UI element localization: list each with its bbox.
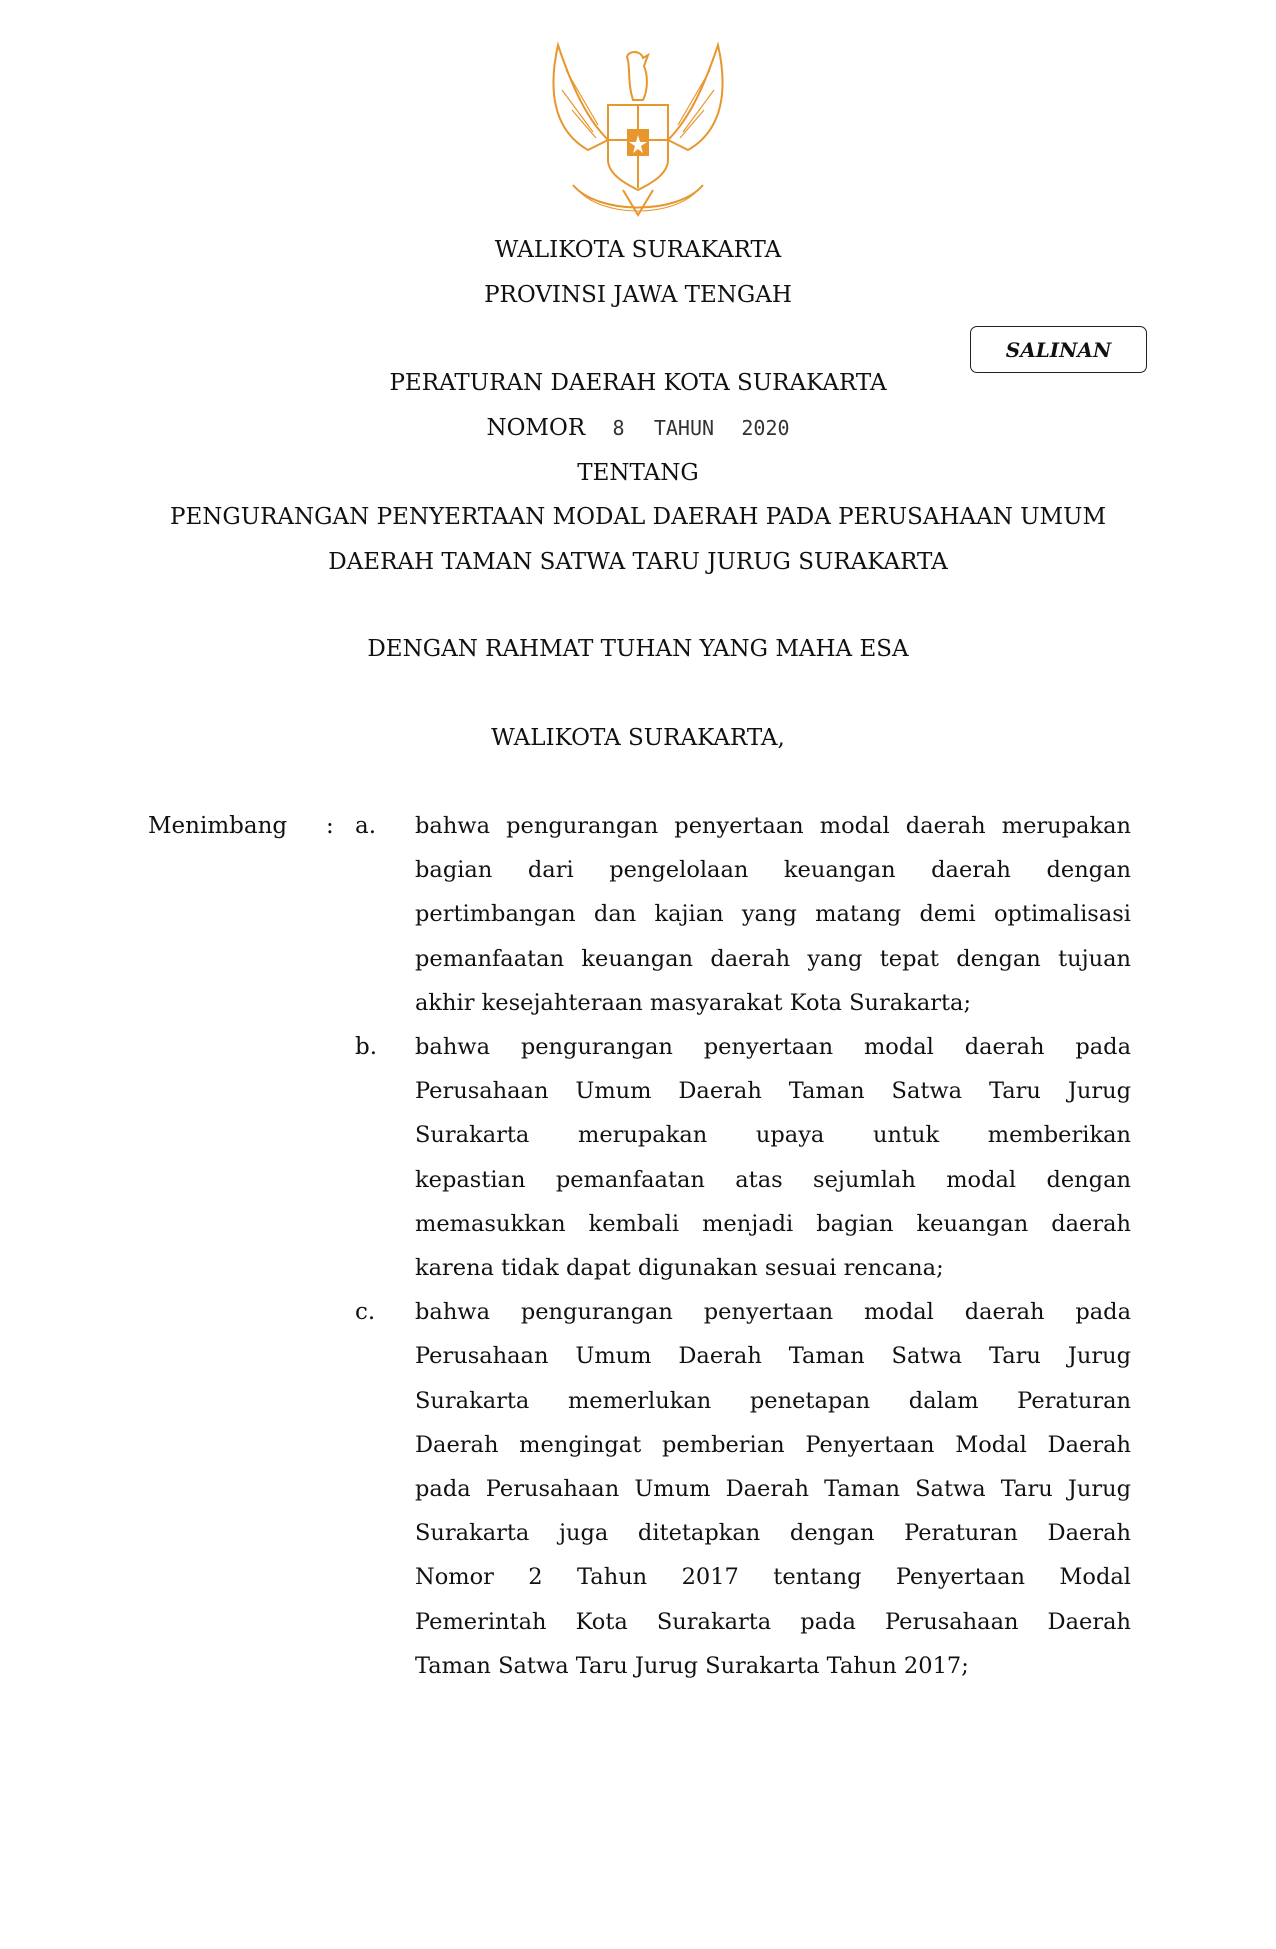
authority: WALIKOTA SURAKARTA, (491, 725, 785, 751)
consideration-paragraph (415, 1025, 1131, 1290)
paragraph-line: Perusahaan Umum Daerah Taman Satwa Taru Jurug (415, 1078, 1131, 1105)
subject-line-2: DAERAH TAMAN SATWA TARU JURUG SURAKARTA (328, 549, 948, 575)
menimbang-colon: : (326, 813, 334, 839)
paragraph-line: memasukkan kembali menjadi bagian keuangan daerah (415, 1210, 1131, 1237)
mayor-title: WALIKOTA SURAKARTA (494, 237, 782, 263)
nomor-label: NOMOR (486, 415, 586, 441)
invocation: DENGAN RAHMAT TUHAN YANG MAHA ESA (367, 636, 909, 662)
paragraph-line: Nomor 2 Tahun 2017 tentang Penyertaan Modal (415, 1564, 1131, 1591)
tahun-label: TAHUN (653, 416, 715, 440)
regulation-number (0, 406, 1276, 450)
consideration-paragraph (415, 1290, 1131, 1688)
paragraph-line: Taman Satwa Taru Jurug Surakarta Tahun 2017; (415, 1652, 969, 1679)
salinan-stamp: SALINAN (970, 326, 1147, 373)
paragraph-line: kepastian pemanfaatan atas sejumlah modal dengan (415, 1166, 1131, 1193)
paragraph-line: bagian dari pengelolaan keuangan daerah dengan (415, 857, 1131, 884)
paragraph-line: Pemerintah Kota Surakarta pada Perusahaan Daerah (415, 1608, 1131, 1635)
paragraph-line: Surakarta merupakan upaya untuk memberikan (415, 1122, 1131, 1149)
paragraph-line: akhir kesejahteraan masyarakat Kota Surakarta; (415, 989, 972, 1016)
consideration-letter: a. (355, 813, 377, 839)
tentang-heading: TENTANG (577, 460, 699, 486)
consideration-letter: b. (355, 1034, 378, 1060)
subject-line-1: PENGURANGAN PENYERTAAN MODAL DAERAH PADA PERUSAHAAN UMUM (169, 504, 1107, 530)
paragraph-line: Perusahaan Umum Daerah Taman Satwa Taru Jurug (415, 1343, 1131, 1370)
consideration-letter: c. (355, 1299, 376, 1326)
paragraph-line: pemanfaatan keuangan daerah yang tepat dengan tujuan (415, 945, 1131, 972)
paragraph-line: Daerah mengingat pemberian Penyertaan Modal Daerah (415, 1431, 1131, 1458)
paragraph-line: bahwa pengurangan penyertaan modal daerah pada (415, 1299, 1131, 1326)
province-title: PROVINSI JAWA TENGAH (484, 282, 792, 308)
paragraph-line: bahwa pengurangan penyertaan modal daerah merupakan (415, 813, 1131, 839)
paragraph-line: pertimbangan dan kajian yang matang demi optimalisasi (415, 901, 1131, 928)
paragraph-line: pada Perusahaan Umum Daerah Taman Satwa Taru Jurug (415, 1475, 1131, 1502)
garuda-emblem-icon (548, 40, 728, 225)
paragraph-line: Surakarta memerlukan penetapan dalam Peraturan (415, 1387, 1131, 1414)
tahun-value: 2020 (741, 416, 790, 440)
paragraph-line: karena tidak dapat digunakan sesuai rencana; (415, 1254, 944, 1281)
consideration-paragraph (415, 804, 1131, 1025)
menimbang-label: Menimbang (148, 813, 288, 839)
regulation-title: PERATURAN DAERAH KOTA SURAKARTA (389, 370, 887, 396)
paragraph-line: Surakarta juga ditetapkan dengan Peraturan Daerah (415, 1520, 1131, 1547)
paragraph-line: bahwa pengurangan penyertaan modal daerah pada (415, 1034, 1131, 1060)
nomor-value: 8 (612, 416, 625, 440)
